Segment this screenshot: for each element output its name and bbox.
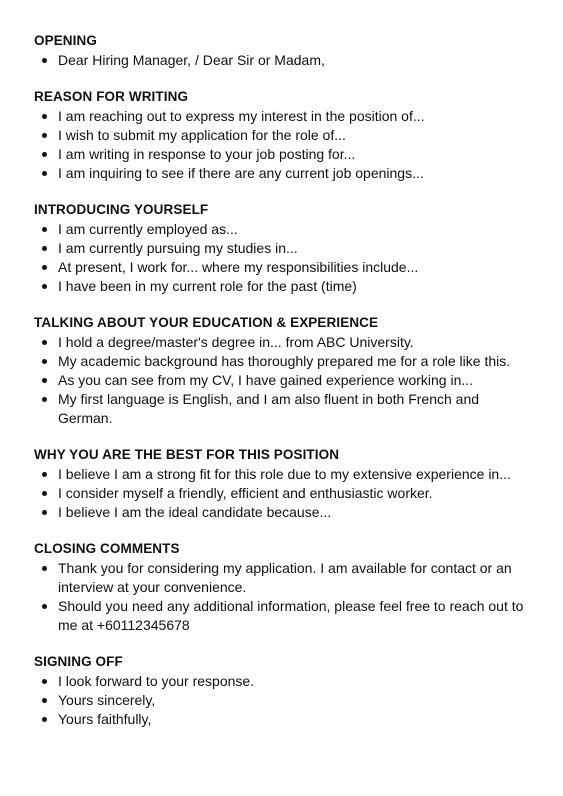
bullet-icon — [42, 152, 47, 157]
list-item — [34, 164, 533, 183]
list-item-text: Dear Hiring Manager, / Dear Sir or Madam, — [58, 52, 325, 68]
bullet-icon — [42, 717, 47, 722]
list-item — [34, 333, 533, 352]
list-item — [34, 691, 533, 710]
list-item-text: I look forward to your response. — [58, 673, 255, 689]
section-education-experience — [34, 314, 533, 428]
list-item — [34, 277, 533, 296]
list-item-text: I am reaching out to express my interest in the position of... — [58, 108, 425, 124]
list-item-text: At present, I work for... where my responsibilities include... — [58, 259, 419, 275]
list-item-text: I am writing in response to your job posting for... — [58, 146, 356, 162]
list-item-text: I have been in my current role for the past (time) — [58, 278, 357, 294]
section-opening — [34, 32, 533, 70]
bullet-icon — [42, 566, 47, 571]
section-title: INTRODUCING YOURSELF — [34, 202, 209, 217]
list-item — [34, 371, 533, 390]
section-title: SIGNING OFF — [34, 654, 123, 669]
list-item — [34, 484, 533, 503]
list-item-text: As you can see from my CV, I have gained experience working in... — [58, 372, 474, 388]
section-title: OPENING — [34, 33, 97, 48]
list-item — [34, 258, 533, 277]
list-item-text: Yours faithfully, — [58, 711, 152, 727]
list-item-text: Should you need any additional information, please feel free to reach out to me at +60112345678 — [58, 598, 524, 633]
bullet-icon — [42, 679, 47, 684]
bullet-list — [34, 220, 533, 296]
bullet-icon — [42, 359, 47, 364]
list-item — [34, 390, 533, 428]
list-item-text: My first language is English, and I am also fluent in both French and German. — [58, 391, 480, 426]
bullet-list — [34, 107, 533, 183]
section-closing-comments — [34, 540, 533, 635]
bullet-icon — [42, 510, 47, 515]
bullet-icon — [42, 171, 47, 176]
bullet-list — [34, 672, 533, 729]
bullet-icon — [42, 604, 47, 609]
list-item — [34, 51, 533, 70]
bullet-icon — [42, 227, 47, 232]
bullet-icon — [42, 491, 47, 496]
list-item-text: Thank you for considering my application. I am available for contact or an interview at your convenience. — [58, 560, 512, 595]
bullet-icon — [42, 340, 47, 345]
bullet-icon — [42, 265, 47, 270]
bullet-icon — [42, 284, 47, 289]
list-item — [34, 145, 533, 164]
list-item — [34, 239, 533, 258]
list-item — [34, 107, 533, 126]
list-item-text: Yours sincerely, — [58, 692, 156, 708]
list-item — [34, 597, 533, 635]
list-item — [34, 710, 533, 729]
section-introducing-yourself — [34, 201, 533, 296]
bullet-list — [34, 465, 533, 522]
list-item — [34, 352, 533, 371]
section-title: CLOSING COMMENTS — [34, 541, 180, 556]
list-item-text: I am inquiring to see if there are any current job openings... — [58, 165, 424, 181]
list-item — [34, 503, 533, 522]
bullet-icon — [42, 58, 47, 63]
list-item — [34, 559, 533, 597]
section-title: WHY YOU ARE THE BEST FOR THIS POSITION — [34, 447, 340, 462]
list-item — [34, 465, 533, 484]
list-item-text: I wish to submit my application for the role of... — [58, 127, 346, 143]
bullet-icon — [42, 246, 47, 251]
list-item — [34, 672, 533, 691]
bullet-list — [34, 559, 533, 635]
bullet-icon — [42, 114, 47, 119]
bullet-list — [34, 333, 533, 428]
list-item-text: My academic background has thoroughly prepared me for a role like this. — [58, 353, 511, 369]
list-item — [34, 126, 533, 145]
section-title: REASON FOR WRITING — [34, 89, 189, 104]
list-item-text: I believe I am the ideal candidate because... — [58, 504, 332, 520]
bullet-icon — [42, 378, 47, 383]
section-reason-for-writing — [34, 88, 533, 183]
section-signing-off — [34, 653, 533, 729]
list-item-text: I am currently pursuing my studies in... — [58, 240, 298, 256]
bullet-icon — [42, 397, 47, 402]
section-best-for-position — [34, 446, 533, 522]
list-item-text: I am currently employed as... — [58, 221, 238, 237]
list-item — [34, 220, 533, 239]
list-item-text: I consider myself a friendly, efficient and enthusiastic worker. — [58, 485, 433, 501]
bullet-list — [34, 51, 533, 70]
list-item-text: I believe I am a strong fit for this role due to my extensive experience in... — [58, 466, 511, 482]
list-item-text: I hold a degree/master's degree in... from ABC University. — [58, 334, 414, 350]
bullet-icon — [42, 133, 47, 138]
bullet-icon — [42, 698, 47, 703]
bullet-icon — [42, 472, 47, 477]
section-title: TALKING ABOUT YOUR EDUCATION & EXPERIENCE — [34, 315, 379, 330]
